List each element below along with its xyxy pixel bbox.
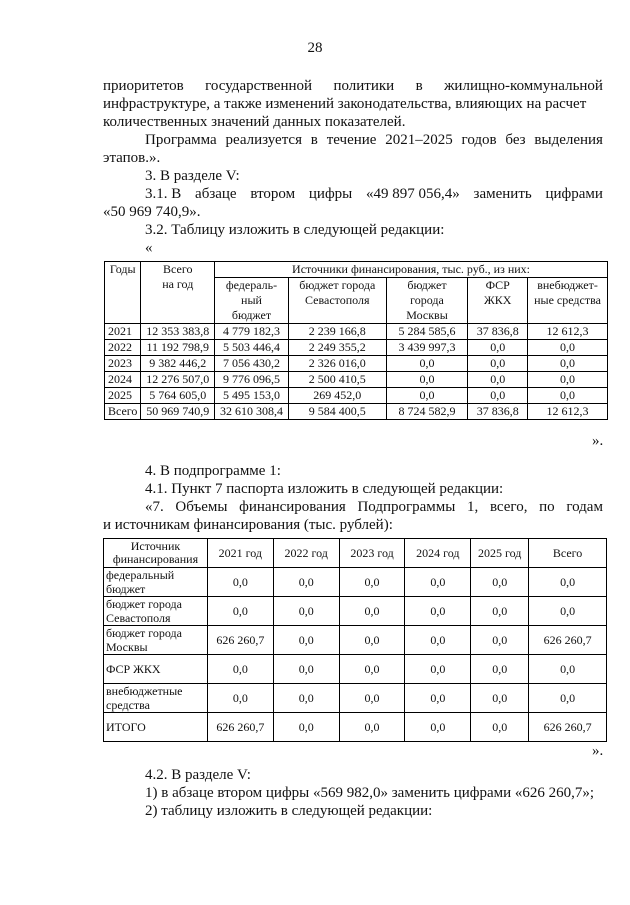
table-row xyxy=(105,356,608,372)
source-cell: внебюджетные средства xyxy=(104,684,208,713)
table-row xyxy=(104,626,607,655)
word: выделения xyxy=(534,132,603,148)
word: «49 897 056,4» xyxy=(366,186,460,202)
year-cell: 2024 xyxy=(105,372,141,388)
subheader-cell: бюджет города Севастополя xyxy=(288,278,386,324)
value-cell: 0,0 xyxy=(471,568,529,597)
item42-heading: 4.2. В разделе V: xyxy=(145,767,251,783)
header-sources: Источники финансирования, тыс. руб., из них: xyxy=(215,262,608,278)
value-cell: 37 836,8 xyxy=(468,324,528,340)
value-cell: 3 439 997,3 xyxy=(386,340,468,356)
word: политики xyxy=(333,78,395,94)
year-cell: 2023 xyxy=(105,356,141,372)
value-cell: 626 260,7 xyxy=(529,713,607,742)
intro-line-3: количественных значений данных показателей. xyxy=(103,114,406,130)
value-cell: 0,0 xyxy=(529,597,607,626)
subheader-cell: ФСР ЖКХ xyxy=(468,278,528,324)
value-cell: 4 779 182,3 xyxy=(215,324,289,340)
word: 3.1. В xyxy=(145,186,182,202)
value-cell: 0,0 xyxy=(207,568,273,597)
value-cell: 0,0 xyxy=(339,713,405,742)
intro-line-4 xyxy=(145,131,603,149)
value-cell: 0,0 xyxy=(405,626,471,655)
value-cell: 0,0 xyxy=(273,713,339,742)
value-cell: 0,0 xyxy=(339,655,405,684)
word: Объемы xyxy=(175,499,228,515)
value-cell: 0,0 xyxy=(405,597,471,626)
source-cell: ФСР ЖКХ xyxy=(104,655,208,684)
value-cell: 0,0 xyxy=(207,597,273,626)
year-cell: 2022 xyxy=(105,340,141,356)
value-cell: 11 192 798,9 xyxy=(141,340,215,356)
word: годам xyxy=(566,499,603,515)
value-cell: 9 776 096,5 xyxy=(215,372,289,388)
word: всего, xyxy=(489,499,528,515)
value-cell: 2 326 016,0 xyxy=(288,356,386,372)
value-cell: 0,0 xyxy=(207,655,273,684)
value-cell: 0,0 xyxy=(405,684,471,713)
item4-heading: 4. В подпрограмме 1: xyxy=(145,463,281,479)
table-row xyxy=(105,404,608,420)
value-cell: 12 612,3 xyxy=(528,324,608,340)
value-cell: 0,0 xyxy=(386,388,468,404)
table-row xyxy=(105,324,608,340)
word: в xyxy=(310,132,318,148)
word: заменить xyxy=(473,186,532,202)
value-cell: 8 724 582,9 xyxy=(386,404,468,420)
value-cell: 0,0 xyxy=(273,597,339,626)
source-cell: ИТОГО xyxy=(104,713,208,742)
table2-close-quote: ». xyxy=(592,743,604,759)
item31-line-2: «50 969 740,9». xyxy=(103,204,201,220)
value-cell: 12 276 507,0 xyxy=(141,372,215,388)
subheader-cell: бюджет города Москвы xyxy=(386,278,468,324)
year-cell: 2025 xyxy=(105,388,141,404)
value-cell: 0,0 xyxy=(468,340,528,356)
value-cell: 0,0 xyxy=(273,626,339,655)
word: цифрами xyxy=(545,186,603,202)
item41-quote-line-1 xyxy=(145,498,603,516)
value-cell: 0,0 xyxy=(339,626,405,655)
source-cell: бюджет города Севастополя xyxy=(104,597,208,626)
value-cell: 0,0 xyxy=(273,655,339,684)
value-cell: 0,0 xyxy=(339,597,405,626)
word: цифры xyxy=(308,186,353,202)
item42-paragraph-1: 1) в абзаце втором цифры «569 982,0» заменить цифрами «626 260,7»; xyxy=(145,785,595,801)
header-cell: 2025 год xyxy=(471,539,529,568)
year-cell: 2021 xyxy=(105,324,141,340)
item41-quote-line-2: и источникам финансирования (тыс. рублей): xyxy=(103,517,393,533)
word: жилищно-коммунальной xyxy=(444,78,603,94)
table-row xyxy=(104,568,607,597)
value-cell: 269 452,0 xyxy=(288,388,386,404)
value-cell: 0,0 xyxy=(468,388,528,404)
value-cell: 32 610 308,4 xyxy=(215,404,289,420)
value-cell: 2 249 355,2 xyxy=(288,340,386,356)
value-cell: 37 836,8 xyxy=(468,404,528,420)
intro-line-2: инфраструктуре, а также изменений законодательства, влияющих на расчет xyxy=(103,96,587,112)
word: 1, xyxy=(467,499,479,515)
value-cell: 0,0 xyxy=(339,568,405,597)
word: приоритетов xyxy=(103,78,184,94)
value-cell: 0,0 xyxy=(339,684,405,713)
value-cell: 0,0 xyxy=(405,568,471,597)
word: 2021–2025 xyxy=(385,132,453,148)
item42-paragraph-2: 2) таблицу изложить в следующей редакции: xyxy=(145,803,433,819)
word: течение xyxy=(326,132,377,148)
value-cell: 0,0 xyxy=(405,713,471,742)
source-cell: бюджет города Москвы xyxy=(104,626,208,655)
table-row xyxy=(105,372,608,388)
table-row xyxy=(104,655,607,684)
word: без xyxy=(505,132,526,148)
word: втором xyxy=(250,186,296,202)
value-cell: 626 260,7 xyxy=(207,626,273,655)
header-cell: Источник финансирования xyxy=(104,539,208,568)
value-cell: 0,0 xyxy=(273,568,339,597)
item32-text: 3.2. Таблицу изложить в следующей редакции: xyxy=(145,222,445,238)
word: государственной xyxy=(205,78,313,94)
financing-table xyxy=(104,261,608,420)
subheader-cell: федераль- ный бюджет xyxy=(215,278,289,324)
year-cell: Всего xyxy=(105,404,141,420)
word: «7. xyxy=(145,499,164,515)
value-cell: 0,0 xyxy=(468,372,528,388)
table-row xyxy=(104,597,607,626)
value-cell: 0,0 xyxy=(468,356,528,372)
intro-line-5: этапов.». xyxy=(103,150,161,166)
word: реализуется xyxy=(225,132,302,148)
value-cell: 0,0 xyxy=(471,626,529,655)
header-cell: 2021 год xyxy=(207,539,273,568)
word: по xyxy=(539,499,555,515)
word: Программа xyxy=(145,132,217,148)
value-cell: 9 382 446,2 xyxy=(141,356,215,372)
intro-line-1 xyxy=(103,77,603,95)
table1-close-quote: ». xyxy=(592,433,604,449)
item41-text: 4.1. Пункт 7 паспорта изложить в следующей редакции: xyxy=(145,481,504,497)
value-cell: 0,0 xyxy=(528,372,608,388)
value-cell: 0,0 xyxy=(528,388,608,404)
header-cell: 2024 год xyxy=(405,539,471,568)
header-cell: 2023 год xyxy=(339,539,405,568)
value-cell: 0,0 xyxy=(386,356,468,372)
table-row xyxy=(104,713,607,742)
value-cell: 5 495 153,0 xyxy=(215,388,289,404)
page-number: 28 xyxy=(307,40,323,56)
value-cell: 50 969 740,9 xyxy=(141,404,215,420)
value-cell: 5 764 605,0 xyxy=(141,388,215,404)
header-cell: Всего xyxy=(529,539,607,568)
value-cell: 0,0 xyxy=(471,713,529,742)
value-cell: 0,0 xyxy=(529,655,607,684)
value-cell: 0,0 xyxy=(471,597,529,626)
value-cell: 0,0 xyxy=(471,655,529,684)
value-cell: 12 612,3 xyxy=(528,404,608,420)
item31-line-1 xyxy=(145,185,603,203)
value-cell: 2 239 166,8 xyxy=(288,324,386,340)
subheader-cell: внебюджет- ные средства xyxy=(528,278,608,324)
word: абзаце xyxy=(195,186,237,202)
header-total: Всего на год xyxy=(141,262,215,324)
table-row xyxy=(105,388,608,404)
value-cell: 0,0 xyxy=(207,684,273,713)
source-cell: федеральный бюджет xyxy=(104,568,208,597)
word: годов xyxy=(461,132,497,148)
value-cell: 0,0 xyxy=(528,340,608,356)
value-cell: 5 503 446,4 xyxy=(215,340,289,356)
value-cell: 2 500 410,5 xyxy=(288,372,386,388)
value-cell: 12 353 383,8 xyxy=(141,324,215,340)
value-cell: 0,0 xyxy=(528,356,608,372)
open-quote: « xyxy=(145,240,153,256)
value-cell: 7 056 430,2 xyxy=(215,356,289,372)
value-cell: 0,0 xyxy=(273,684,339,713)
word: в xyxy=(415,78,423,94)
table-row xyxy=(105,340,608,356)
header-years: Годы xyxy=(105,262,141,324)
value-cell: 0,0 xyxy=(405,655,471,684)
value-cell: 0,0 xyxy=(529,684,607,713)
value-cell: 9 584 400,5 xyxy=(288,404,386,420)
value-cell: 0,0 xyxy=(529,568,607,597)
value-cell: 0,0 xyxy=(386,372,468,388)
subprogram-financing-table xyxy=(103,538,607,742)
word: Подпрограммы xyxy=(357,499,456,515)
value-cell: 626 260,7 xyxy=(529,626,607,655)
value-cell: 5 284 585,6 xyxy=(386,324,468,340)
word: финансирования xyxy=(239,499,346,515)
item3-heading: 3. В разделе V: xyxy=(145,168,240,184)
header-cell: 2022 год xyxy=(273,539,339,568)
value-cell: 626 260,7 xyxy=(207,713,273,742)
value-cell: 0,0 xyxy=(471,684,529,713)
table-row xyxy=(104,684,607,713)
